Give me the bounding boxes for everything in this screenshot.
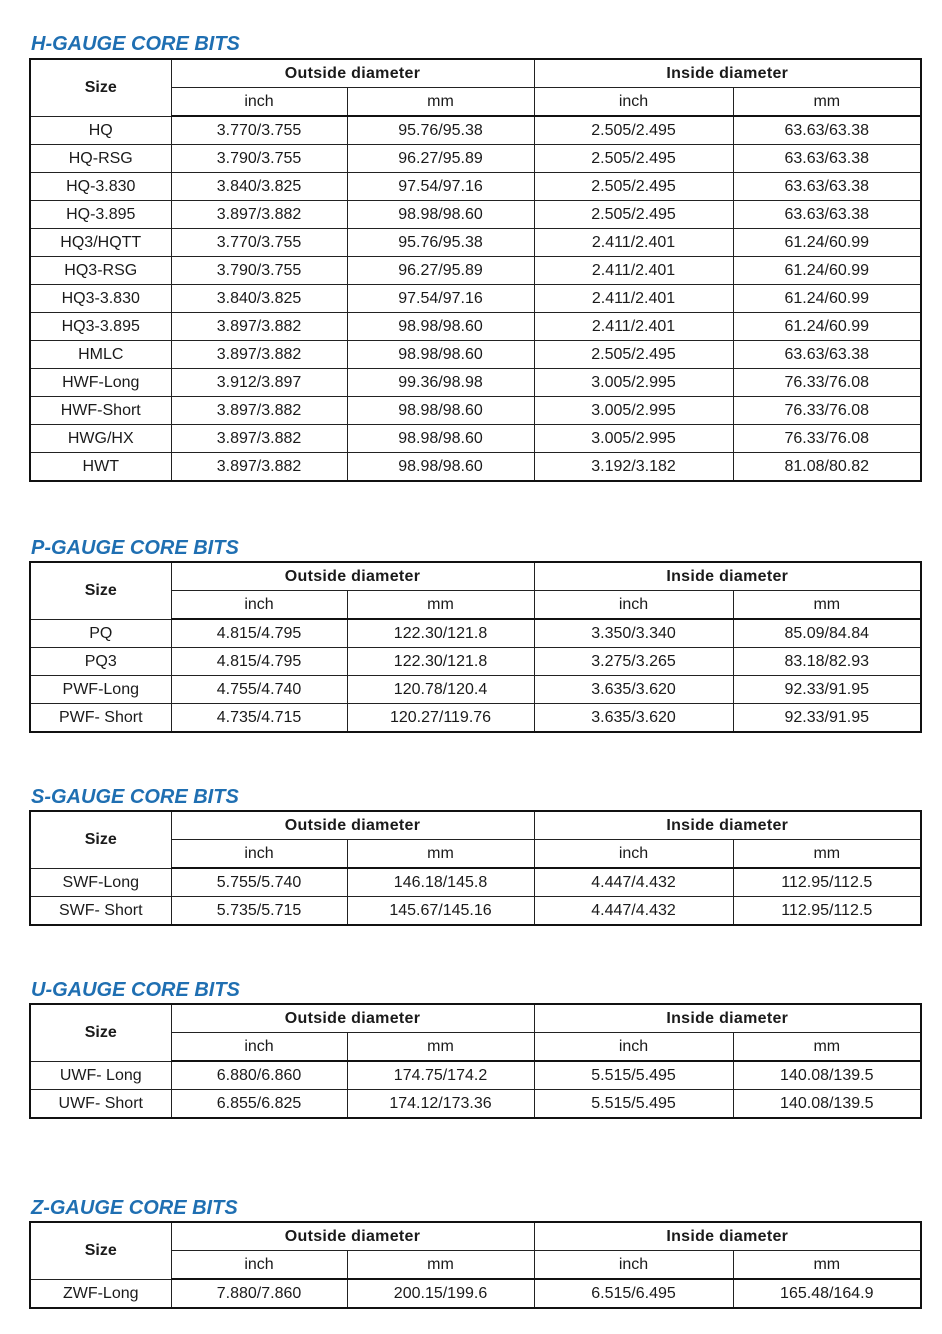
id-mm-cell: 92.33/91.95 <box>733 704 921 733</box>
table-row <box>30 453 921 482</box>
od-mm-cell: 200.15/199.6 <box>347 1279 534 1308</box>
size-cell: HWF-Long <box>30 369 171 397</box>
outside-diameter-header: Outside diameter <box>171 59 534 88</box>
id-inch-cell: 3.005/2.995 <box>534 397 733 425</box>
id-mm-cell: 112.95/112.5 <box>733 897 921 926</box>
size-cell: HWF-Short <box>30 397 171 425</box>
id-mm-cell: 92.33/91.95 <box>733 676 921 704</box>
size-cell: PQ <box>30 619 171 648</box>
size-cell: SWF-Long <box>30 868 171 897</box>
size-cell: SWF- Short <box>30 897 171 926</box>
od-inch-cell: 3.897/3.882 <box>171 313 347 341</box>
size-cell: PWF- Short <box>30 704 171 733</box>
table-row <box>30 1090 921 1119</box>
id-mm-cell: 76.33/76.08 <box>733 397 921 425</box>
inside-inch-unit: inch <box>534 1251 733 1280</box>
od-inch-cell: 7.880/7.860 <box>171 1279 347 1308</box>
header-row <box>30 1222 921 1251</box>
header-row <box>30 1004 921 1033</box>
outside-diameter-header: Outside diameter <box>171 562 534 591</box>
spec-table <box>29 561 922 733</box>
table-row <box>30 676 921 704</box>
header-row <box>30 811 921 840</box>
header-row <box>30 59 921 88</box>
id-mm-cell: 165.48/164.9 <box>733 1279 921 1308</box>
size-cell: HQ-3.895 <box>30 201 171 229</box>
id-mm-cell: 76.33/76.08 <box>733 425 921 453</box>
outside-inch-unit: inch <box>171 591 347 620</box>
od-inch-cell: 3.897/3.882 <box>171 425 347 453</box>
od-mm-cell: 146.18/145.8 <box>347 868 534 897</box>
id-mm-cell: 61.24/60.99 <box>733 285 921 313</box>
size-cell: ZWF-Long <box>30 1279 171 1308</box>
table-row <box>30 341 921 369</box>
id-mm-cell: 63.63/63.38 <box>733 341 921 369</box>
id-inch-cell: 2.505/2.495 <box>534 341 733 369</box>
id-mm-cell: 63.63/63.38 <box>733 116 921 145</box>
od-mm-cell: 174.12/173.36 <box>347 1090 534 1119</box>
outside-mm-unit: mm <box>347 1251 534 1280</box>
od-mm-cell: 122.30/121.8 <box>347 619 534 648</box>
od-mm-cell: 120.78/120.4 <box>347 676 534 704</box>
id-mm-cell: 83.18/82.93 <box>733 648 921 676</box>
od-inch-cell: 3.897/3.882 <box>171 201 347 229</box>
id-mm-cell: 63.63/63.38 <box>733 145 921 173</box>
od-inch-cell: 6.880/6.860 <box>171 1061 347 1090</box>
spec-table <box>29 1003 922 1119</box>
od-inch-cell: 4.815/4.795 <box>171 619 347 648</box>
size-header: Size <box>30 59 171 116</box>
outside-diameter-header: Outside diameter <box>171 811 534 840</box>
od-inch-cell: 3.770/3.755 <box>171 229 347 257</box>
table-row <box>30 704 921 733</box>
id-mm-cell: 112.95/112.5 <box>733 868 921 897</box>
section-title: U-GAUGE CORE BITS <box>31 979 240 1001</box>
size-header: Size <box>30 811 171 868</box>
table-row <box>30 145 921 173</box>
id-inch-cell: 6.515/6.495 <box>534 1279 733 1308</box>
inside-diameter-header: Inside diameter <box>534 1222 921 1251</box>
size-header: Size <box>30 562 171 619</box>
od-inch-cell: 5.755/5.740 <box>171 868 347 897</box>
id-inch-cell: 3.192/3.182 <box>534 453 733 482</box>
outside-inch-unit: inch <box>171 88 347 117</box>
id-inch-cell: 2.411/2.401 <box>534 229 733 257</box>
od-inch-cell: 3.897/3.882 <box>171 341 347 369</box>
table-row <box>30 257 921 285</box>
id-mm-cell: 63.63/63.38 <box>733 173 921 201</box>
inside-inch-unit: inch <box>534 88 733 117</box>
table-row <box>30 313 921 341</box>
spec-table <box>29 810 922 926</box>
id-inch-cell: 3.005/2.995 <box>534 425 733 453</box>
id-mm-cell: 140.08/139.5 <box>733 1061 921 1090</box>
size-cell: HWG/HX <box>30 425 171 453</box>
od-inch-cell: 6.855/6.825 <box>171 1090 347 1119</box>
inside-inch-unit: inch <box>534 840 733 869</box>
od-mm-cell: 96.27/95.89 <box>347 145 534 173</box>
table-row <box>30 201 921 229</box>
spec-table <box>29 1221 922 1309</box>
od-mm-cell: 99.36/98.98 <box>347 369 534 397</box>
od-mm-cell: 97.54/97.16 <box>347 173 534 201</box>
inside-diameter-header: Inside diameter <box>534 562 921 591</box>
id-inch-cell: 2.505/2.495 <box>534 116 733 145</box>
id-inch-cell: 2.411/2.401 <box>534 257 733 285</box>
inside-mm-unit: mm <box>733 1033 921 1062</box>
id-mm-cell: 61.24/60.99 <box>733 313 921 341</box>
size-cell: PQ3 <box>30 648 171 676</box>
id-inch-cell: 3.275/3.265 <box>534 648 733 676</box>
id-inch-cell: 4.447/4.432 <box>534 897 733 926</box>
inside-inch-unit: inch <box>534 1033 733 1062</box>
size-cell: HQ3-RSG <box>30 257 171 285</box>
outside-diameter-header: Outside diameter <box>171 1222 534 1251</box>
size-header: Size <box>30 1222 171 1279</box>
table-row <box>30 1061 921 1090</box>
inside-mm-unit: mm <box>733 840 921 869</box>
od-inch-cell: 3.770/3.755 <box>171 116 347 145</box>
id-inch-cell: 2.411/2.401 <box>534 285 733 313</box>
table-row <box>30 868 921 897</box>
id-mm-cell: 140.08/139.5 <box>733 1090 921 1119</box>
id-mm-cell: 81.08/80.82 <box>733 453 921 482</box>
table-row <box>30 173 921 201</box>
od-mm-cell: 120.27/119.76 <box>347 704 534 733</box>
spec-table <box>29 58 922 482</box>
id-mm-cell: 85.09/84.84 <box>733 619 921 648</box>
table-row <box>30 285 921 313</box>
table-row <box>30 425 921 453</box>
id-mm-cell: 63.63/63.38 <box>733 201 921 229</box>
table-row <box>30 116 921 145</box>
size-header: Size <box>30 1004 171 1061</box>
id-mm-cell: 61.24/60.99 <box>733 229 921 257</box>
od-mm-cell: 98.98/98.60 <box>347 201 534 229</box>
size-cell: HQ-RSG <box>30 145 171 173</box>
outside-inch-unit: inch <box>171 1033 347 1062</box>
section-title: Z-GAUGE CORE BITS <box>31 1197 238 1219</box>
inside-inch-unit: inch <box>534 591 733 620</box>
od-mm-cell: 98.98/98.60 <box>347 425 534 453</box>
outside-mm-unit: mm <box>347 840 534 869</box>
id-inch-cell: 5.515/5.495 <box>534 1090 733 1119</box>
od-mm-cell: 145.67/145.16 <box>347 897 534 926</box>
id-inch-cell: 2.411/2.401 <box>534 313 733 341</box>
od-inch-cell: 3.897/3.882 <box>171 397 347 425</box>
od-mm-cell: 98.98/98.60 <box>347 313 534 341</box>
inside-diameter-header: Inside diameter <box>534 811 921 840</box>
inside-mm-unit: mm <box>733 88 921 117</box>
id-inch-cell: 3.635/3.620 <box>534 676 733 704</box>
size-cell: HWT <box>30 453 171 482</box>
id-inch-cell: 4.447/4.432 <box>534 868 733 897</box>
table-row <box>30 1279 921 1308</box>
table-row <box>30 619 921 648</box>
outside-mm-unit: mm <box>347 1033 534 1062</box>
od-mm-cell: 95.76/95.38 <box>347 229 534 257</box>
od-mm-cell: 122.30/121.8 <box>347 648 534 676</box>
section-title: S-GAUGE CORE BITS <box>31 786 239 808</box>
size-cell: HQ3-3.830 <box>30 285 171 313</box>
id-inch-cell: 5.515/5.495 <box>534 1061 733 1090</box>
table-row <box>30 229 921 257</box>
size-cell: HMLC <box>30 341 171 369</box>
id-inch-cell: 2.505/2.495 <box>534 173 733 201</box>
table-row <box>30 369 921 397</box>
od-mm-cell: 98.98/98.60 <box>347 453 534 482</box>
od-inch-cell: 3.840/3.825 <box>171 285 347 313</box>
outside-diameter-header: Outside diameter <box>171 1004 534 1033</box>
outside-inch-unit: inch <box>171 840 347 869</box>
od-mm-cell: 95.76/95.38 <box>347 116 534 145</box>
od-inch-cell: 4.755/4.740 <box>171 676 347 704</box>
section-title: H-GAUGE CORE BITS <box>31 33 240 55</box>
outside-mm-unit: mm <box>347 88 534 117</box>
inside-mm-unit: mm <box>733 591 921 620</box>
inside-diameter-header: Inside diameter <box>534 1004 921 1033</box>
header-row <box>30 562 921 591</box>
od-inch-cell: 3.790/3.755 <box>171 257 347 285</box>
size-cell: HQ <box>30 116 171 145</box>
id-mm-cell: 61.24/60.99 <box>733 257 921 285</box>
od-mm-cell: 96.27/95.89 <box>347 257 534 285</box>
od-mm-cell: 98.98/98.60 <box>347 341 534 369</box>
od-mm-cell: 174.75/174.2 <box>347 1061 534 1090</box>
od-inch-cell: 4.735/4.715 <box>171 704 347 733</box>
id-inch-cell: 2.505/2.495 <box>534 201 733 229</box>
outside-inch-unit: inch <box>171 1251 347 1280</box>
section-title: P-GAUGE CORE BITS <box>31 537 239 559</box>
table-row <box>30 397 921 425</box>
inside-diameter-header: Inside diameter <box>534 59 921 88</box>
od-mm-cell: 98.98/98.60 <box>347 397 534 425</box>
table-row <box>30 648 921 676</box>
id-inch-cell: 3.350/3.340 <box>534 619 733 648</box>
table-row <box>30 897 921 926</box>
od-inch-cell: 3.912/3.897 <box>171 369 347 397</box>
size-cell: HQ3/HQTT <box>30 229 171 257</box>
id-inch-cell: 3.005/2.995 <box>534 369 733 397</box>
od-inch-cell: 3.790/3.755 <box>171 145 347 173</box>
outside-mm-unit: mm <box>347 591 534 620</box>
size-cell: UWF- Short <box>30 1090 171 1119</box>
id-inch-cell: 3.635/3.620 <box>534 704 733 733</box>
size-cell: PWF-Long <box>30 676 171 704</box>
id-inch-cell: 2.505/2.495 <box>534 145 733 173</box>
od-inch-cell: 4.815/4.795 <box>171 648 347 676</box>
inside-mm-unit: mm <box>733 1251 921 1280</box>
od-mm-cell: 97.54/97.16 <box>347 285 534 313</box>
od-inch-cell: 3.897/3.882 <box>171 453 347 482</box>
od-inch-cell: 5.735/5.715 <box>171 897 347 926</box>
size-cell: UWF- Long <box>30 1061 171 1090</box>
size-cell: HQ3-3.895 <box>30 313 171 341</box>
od-inch-cell: 3.840/3.825 <box>171 173 347 201</box>
size-cell: HQ-3.830 <box>30 173 171 201</box>
id-mm-cell: 76.33/76.08 <box>733 369 921 397</box>
